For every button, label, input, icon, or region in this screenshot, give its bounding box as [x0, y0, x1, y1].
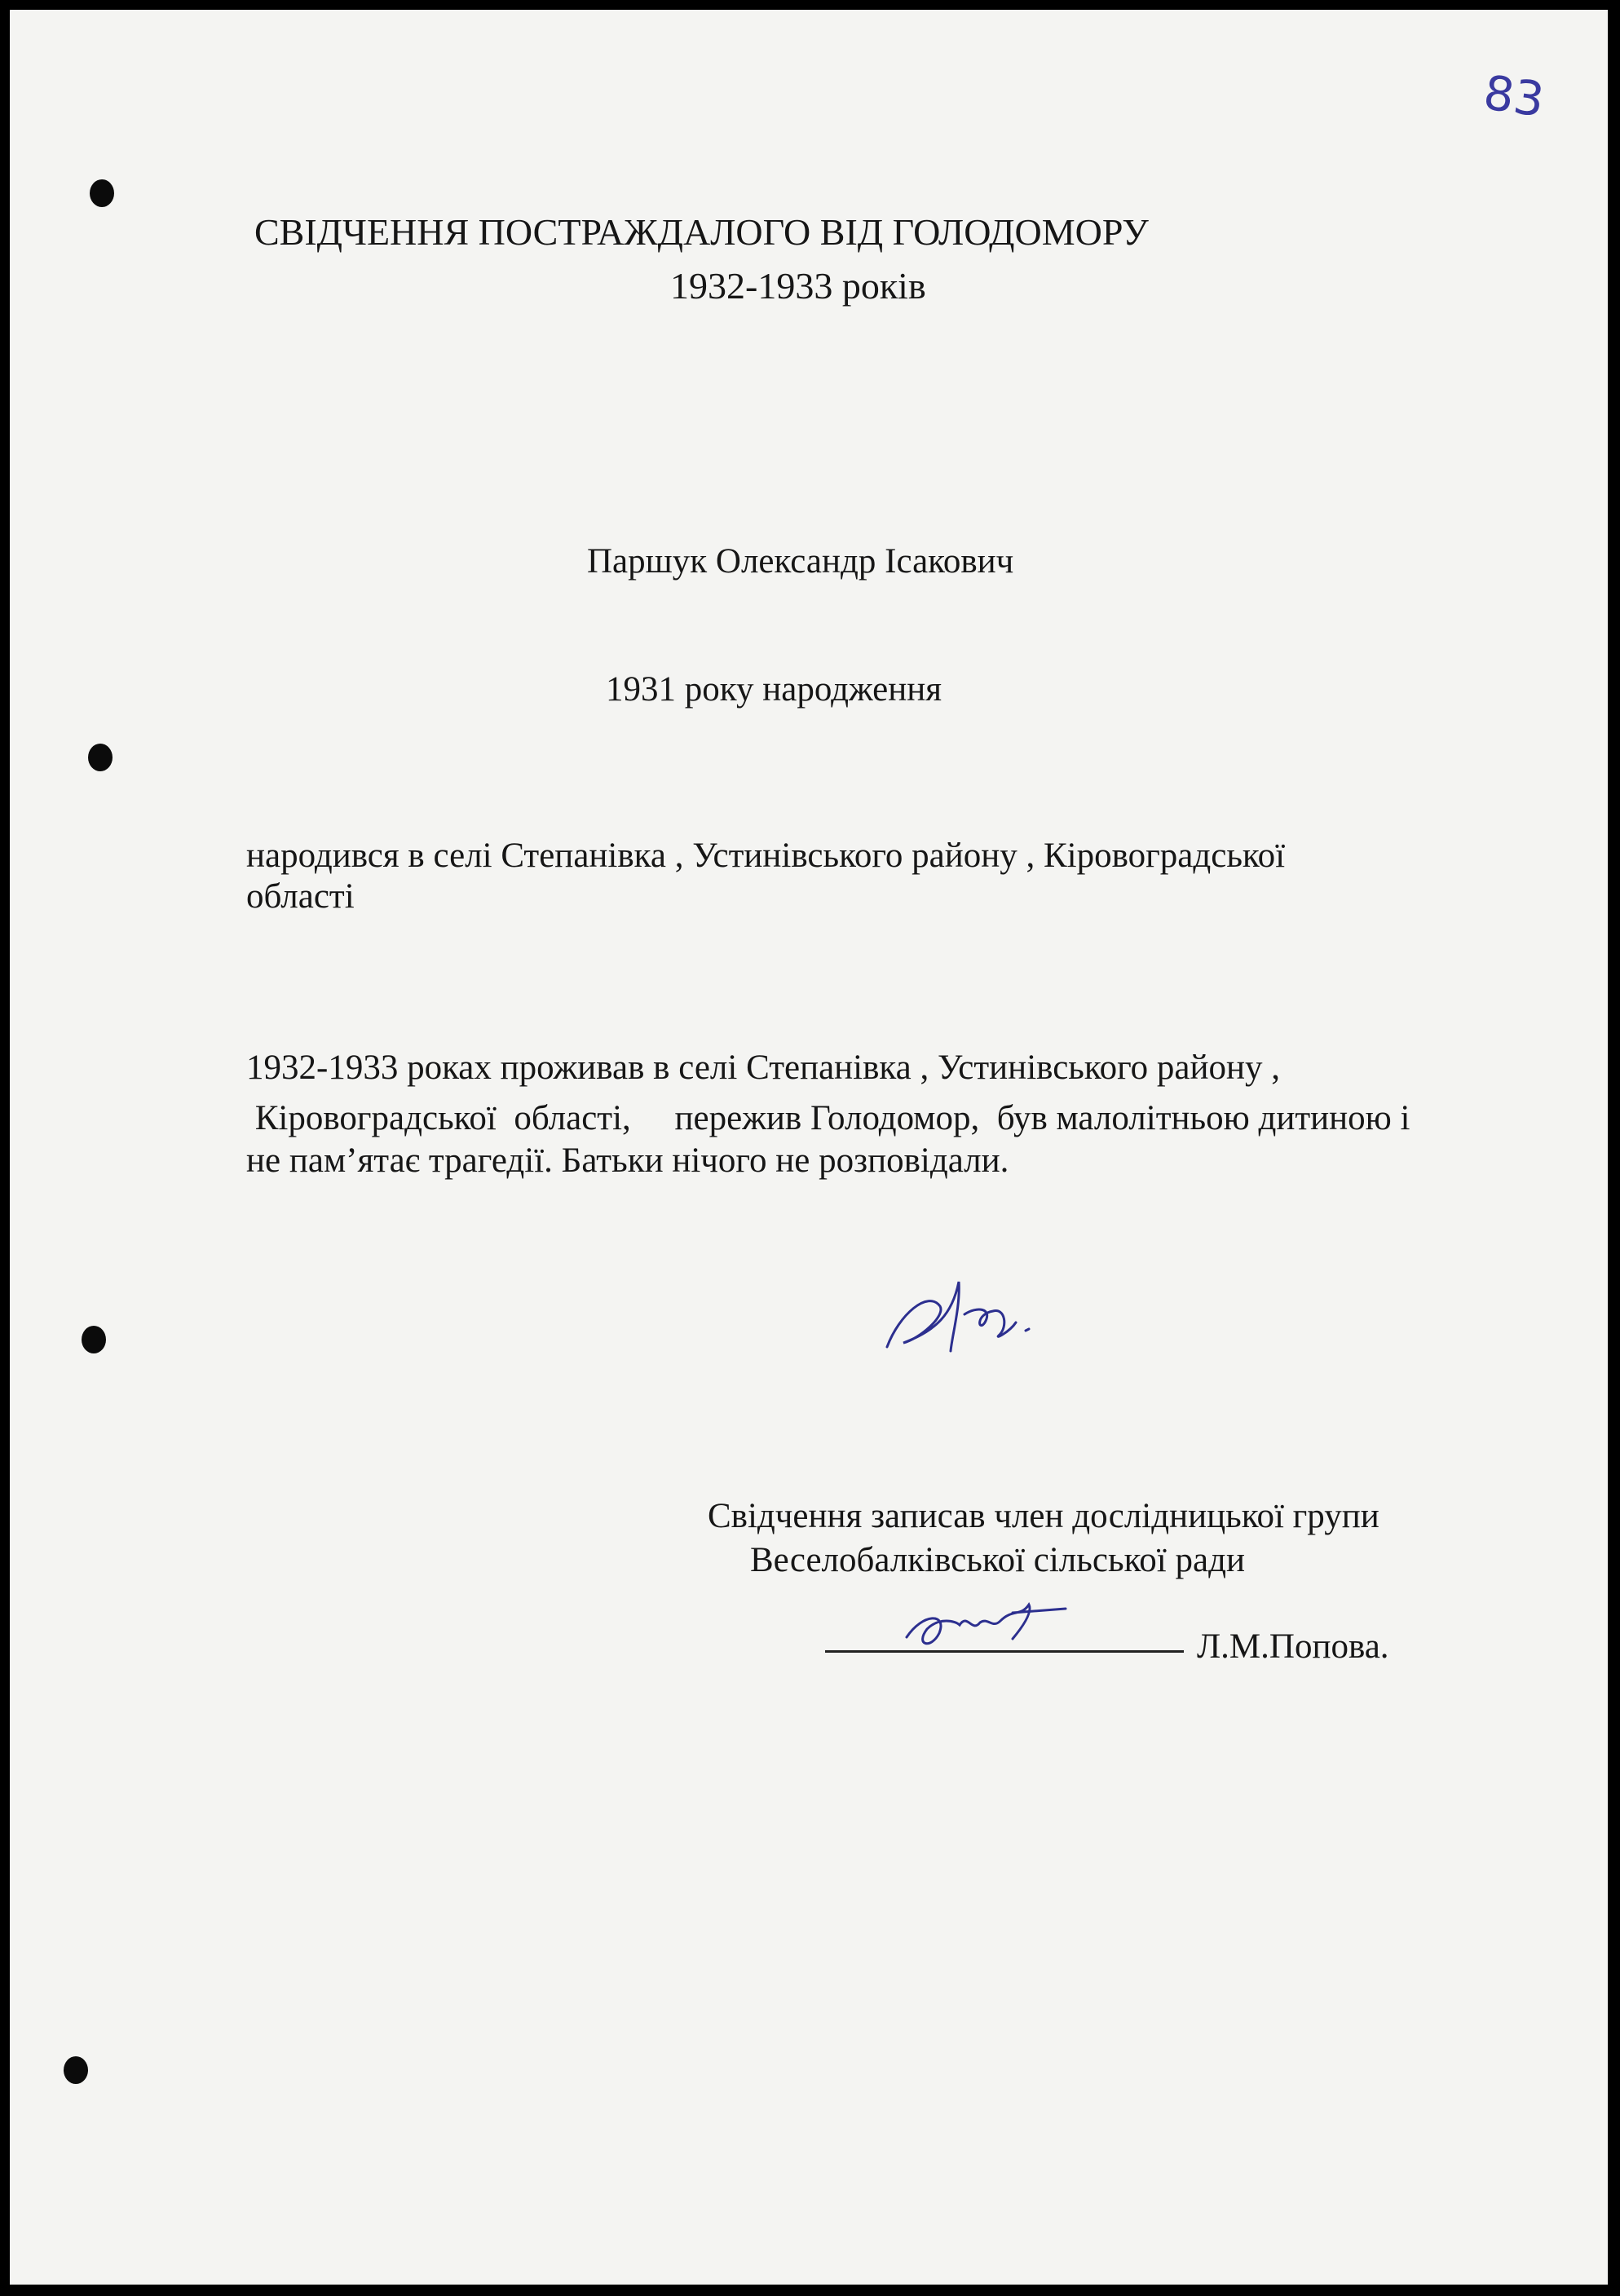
handwritten-page-number: 83 — [1480, 64, 1548, 128]
punch-hole — [90, 179, 114, 207]
birthplace-line1: народився в селі Степанівка , Устинівського району , Кіровоградської — [246, 837, 1286, 875]
recorder-line1: Свідчення записав член дослідницької групи — [708, 1497, 1379, 1535]
birthplace-line2: області — [246, 877, 355, 916]
document-title-line2: 1932-1933 років — [670, 265, 926, 307]
birth-year: 1931 року народження — [606, 670, 942, 709]
testimony-line1: 1932-1933 роках проживав в селі Степанівка , Устинівського району , — [246, 1049, 1281, 1087]
recorder-name: Л.М.Попова. — [1197, 1627, 1389, 1666]
testimony-line2: Кіровоградської області, пережив Голодомор, був малолітньою дитиною і — [246, 1099, 1410, 1137]
document-page — [10, 10, 1608, 2285]
signature-line — [825, 1650, 1184, 1653]
punch-hole — [88, 744, 113, 771]
testimony-line3: не пам’ятає трагедії. Батьки нічого не розповідали. — [246, 1141, 1009, 1180]
witness-signature — [871, 1257, 1050, 1371]
document-title-line1: СВІДЧЕННЯ ПОСТРАЖДАЛОГО ВІД ГОЛОДОМОРУ — [254, 211, 1149, 253]
person-name: Паршук Олександр Ісакович — [587, 542, 1014, 581]
punch-hole — [82, 1326, 106, 1353]
recorder-line2: Веселобалківської сільської ради — [750, 1541, 1245, 1579]
punch-hole — [64, 2056, 88, 2084]
